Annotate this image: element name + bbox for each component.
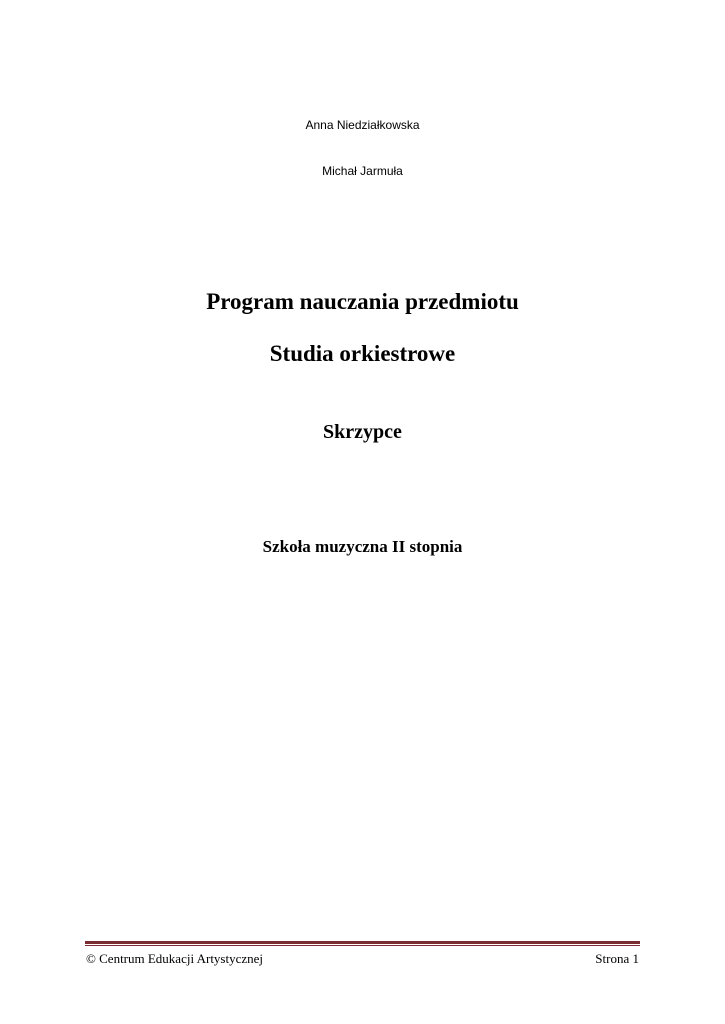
instrument-title: Skrzypce xyxy=(323,421,402,443)
footer-divider-thin-line xyxy=(85,945,640,946)
school-level-title: Szkoła muzyczna II stopnia xyxy=(262,537,463,556)
footer-page-number: Strona 1 xyxy=(595,951,639,966)
document-title: Program nauczania przedmiotu xyxy=(206,289,519,314)
footer-divider xyxy=(85,941,640,947)
author-name-2: Michał Jarmuła xyxy=(322,164,403,178)
footer-publisher: © Centrum Edukacji Artystycznej xyxy=(86,951,264,966)
subject-title: Studia orkiestrowe xyxy=(269,341,456,366)
footer-divider-thick-line xyxy=(85,941,640,944)
author-name-1: Anna Niedziałkowska xyxy=(305,118,420,132)
